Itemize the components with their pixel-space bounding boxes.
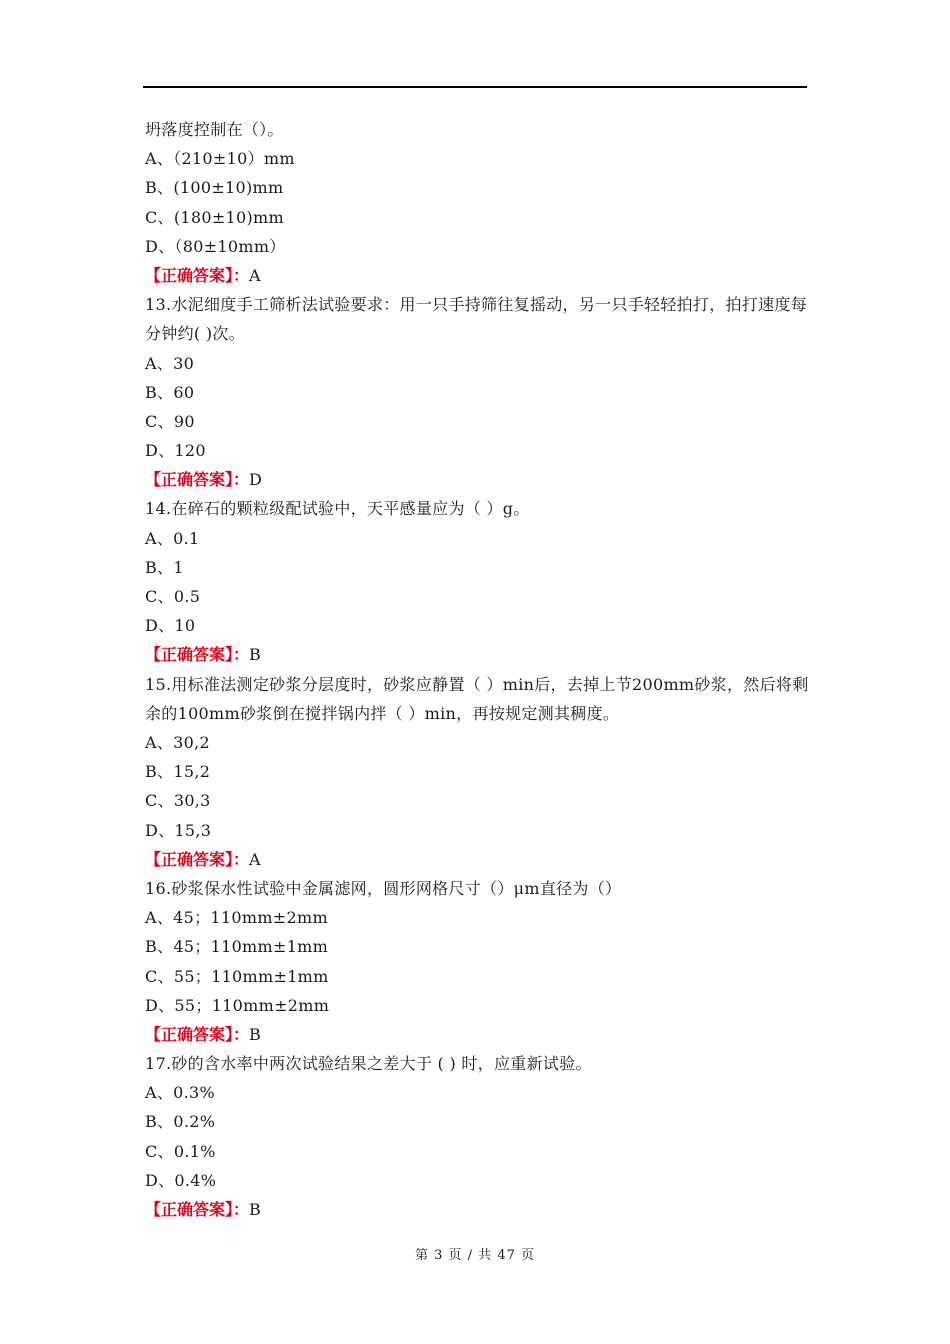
question-stem: 16.砂浆保水性试验中金属滤网，圆形网格尺寸（）μm直径为（） bbox=[145, 878, 622, 898]
option-d: D、55；110mm±2mm bbox=[145, 995, 330, 1015]
question-block-14 bbox=[145, 494, 815, 669]
option-a: A、0.3% bbox=[145, 1083, 216, 1103]
answer-label: 【正确答案】： bbox=[145, 265, 250, 285]
question-list bbox=[145, 115, 815, 1224]
answer-label: 【正确答案】： bbox=[145, 470, 250, 490]
question-stem: 坍落度控制在（）。 bbox=[145, 120, 284, 139]
option-c: C、90 bbox=[145, 411, 195, 431]
question-block-13 bbox=[145, 290, 815, 494]
answer-label: 【正确答案】： bbox=[145, 849, 250, 869]
answer-value: B bbox=[249, 1200, 261, 1220]
answer-label: 【正确答案】： bbox=[145, 645, 250, 665]
option-d: D、10 bbox=[145, 616, 196, 636]
answer-value: D bbox=[249, 470, 262, 490]
correct-answer bbox=[145, 261, 815, 290]
answer-value: A bbox=[249, 265, 261, 285]
option-a: A、0.1 bbox=[145, 528, 200, 548]
option-d: D、15,3 bbox=[145, 820, 212, 840]
correct-answer bbox=[145, 1020, 815, 1049]
option-c: C、30,3 bbox=[145, 791, 211, 811]
answer-label: 【正确答案】： bbox=[145, 1200, 250, 1220]
option-b: B、(100±10)mm bbox=[145, 178, 284, 198]
option-c: C、0.1% bbox=[145, 1141, 216, 1161]
question-stem: 17.砂的含水率中两次试验结果之差大于 ( ) 时，应重新试验。 bbox=[145, 1054, 592, 1074]
correct-answer bbox=[145, 640, 815, 669]
question-block-16 bbox=[145, 874, 815, 1049]
answer-label: 【正确答案】： bbox=[145, 1024, 250, 1044]
option-b: B、60 bbox=[145, 382, 195, 402]
option-b: B、15,2 bbox=[145, 762, 211, 782]
header-rule bbox=[143, 86, 807, 88]
question-stem: 14.在碎石的颗粒级配试验中，天平感量应为（ ）g。 bbox=[145, 499, 530, 519]
answer-value: B bbox=[249, 1024, 261, 1044]
option-a: A、45；110mm±2mm bbox=[145, 908, 328, 928]
question-block-17 bbox=[145, 1049, 815, 1224]
option-d: D、（80±10mm） bbox=[145, 236, 286, 256]
question-stem: 15.用标准法测定砂浆分层度时，砂浆应静置（ ）min后，去掉上节200mm砂浆，然后将剩余的100mm砂浆倒在搅拌锅内拌（ ）min，再按规定测其稠度。 bbox=[145, 674, 809, 723]
option-c: C、(180±10)mm bbox=[145, 207, 284, 227]
option-a: A、（210±10）mm bbox=[145, 149, 295, 169]
option-a: A、30,2 bbox=[145, 733, 210, 753]
question-stem: 13.水泥细度手工筛析法试验要求：用一只手持筛往复摇动，另一只手轻轻拍打，拍打速度每分钟约( )次。 bbox=[145, 295, 808, 344]
correct-answer bbox=[145, 845, 815, 874]
question-block-partial bbox=[145, 115, 815, 290]
option-c: C、0.5 bbox=[145, 587, 201, 607]
answer-value: B bbox=[249, 645, 261, 665]
correct-answer bbox=[145, 465, 815, 494]
option-b: B、0.2% bbox=[145, 1112, 216, 1132]
option-b: B、45；110mm±1mm bbox=[145, 937, 329, 957]
option-b: B、1 bbox=[145, 557, 184, 577]
page-footer: 第 3 页 / 共 47 页 bbox=[415, 1248, 535, 1263]
option-a: A、30 bbox=[145, 353, 195, 373]
answer-value: A bbox=[249, 849, 261, 869]
option-c: C、55；110mm±1mm bbox=[145, 966, 329, 986]
question-block-15 bbox=[145, 670, 815, 874]
correct-answer bbox=[145, 1195, 815, 1224]
option-d: D、120 bbox=[145, 441, 206, 461]
option-d: D、0.4% bbox=[145, 1170, 217, 1190]
